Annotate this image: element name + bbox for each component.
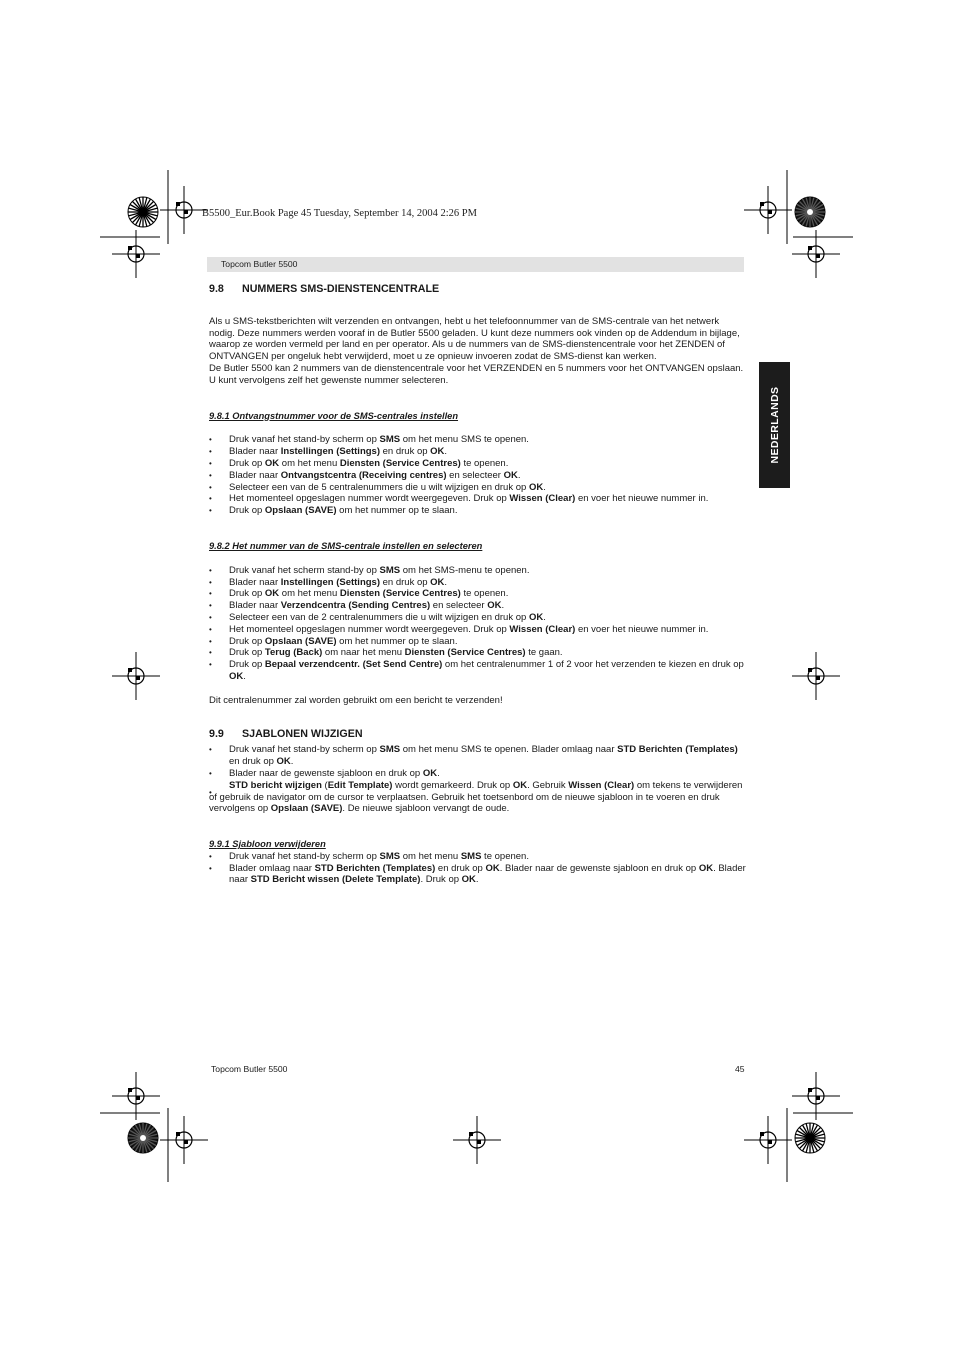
page-content bbox=[209, 282, 746, 886]
color-bar-starburst-icon bbox=[793, 195, 827, 229]
list-item: • Blader naar Instellingen (Settings) en druk op OK. bbox=[209, 446, 746, 458]
section-title: SJABLONEN WIJZIGEN bbox=[242, 727, 363, 740]
note-paragraph: Dit centralenummer zal worden gebruikt om een bericht te verzenden! bbox=[209, 694, 503, 706]
print-info-line: B5500_Eur.Book Page 45 Tuesday, September 14, 2004 2:26 PM bbox=[202, 208, 477, 219]
intro-paragraph-2: De Butler 5500 kan 2 nummers van de dienstencentrale voor het VERZENDEN en 5 nummers voor het ONTVANGEN opslaan. U kunt vervolgens zelf het gewenste nummer selecteren. bbox=[209, 362, 744, 386]
registration-target-icon bbox=[112, 652, 160, 700]
list-item: • Selecteer een van de 2 centralenummers die u wilt wijzigen en druk op OK. bbox=[209, 612, 746, 624]
list-item: • Selecteer een van de 5 centralenummers die u wilt wijzigen en druk op OK. bbox=[209, 482, 746, 494]
list-item: STD bericht wijzigen (Edit Template) wordt gemarkeerd. Druk op OK. Gebruik Wissen (Clear) om tekens te verwijderen of gebruik de navigator om de cursor te verplaatsen. Gebruik het toetsenbord om de nieuwe sjabloon in te voeren en druk vervolgens op Opslaan (SAVE). De nieuwe sjabloon vervangt de oude. bbox=[209, 779, 743, 815]
list-item: • Druk op Opslaan (SAVE) om het nummer op te slaan. bbox=[209, 636, 746, 648]
registration-target-icon bbox=[792, 1072, 840, 1120]
intro-paragraph: Als u SMS-tekstberichten wilt verzenden en ontvangen, hebt u het telefoonnummer van de SMS-centrale van het netwerk nodig. Deze nummers werden vooraf in de Butler 5500 geladen. U kunt deze nummers ook vinden op de Addendum in bijlage, waarop ze worden vermeld per land en per operator. Als u de nummers van de SMS-dienstencentrale voor het ZENDEN of ONTVANGEN per ongeluk hebt verwijderd, moet u ze opnieuw invoeren zodat de SMS-dienst kan werken. bbox=[209, 315, 740, 363]
registration-target-icon bbox=[112, 230, 160, 278]
subsection-heading-9-8-1: 9.8.1 Ontvangstnummer voor de SMS-centrales instellen bbox=[209, 410, 459, 421]
list-item: • Blader naar Verzendcentra (Sending Centres) en selecteer OK. bbox=[209, 600, 746, 612]
list-item: • Druk vanaf het stand-by scherm op SMS om het menu SMS te openen. bbox=[209, 434, 746, 446]
steps-list-9-9-1 bbox=[209, 851, 746, 886]
registration-target-icon bbox=[453, 1116, 501, 1164]
list-item: • Druk vanaf het scherm stand-by op SMS om het SMS-menu te openen. bbox=[209, 565, 746, 577]
section-title: NUMMERS SMS-DIENSTENCENTRALE bbox=[242, 283, 440, 295]
page-number: 45 bbox=[735, 1064, 745, 1074]
registration-target-icon bbox=[160, 1116, 208, 1164]
footer-title: Topcom Butler 5500 bbox=[211, 1064, 288, 1074]
color-bar-starburst-icon bbox=[126, 1121, 160, 1155]
page-header bbox=[207, 257, 744, 272]
color-bar-starburst-icon bbox=[793, 1121, 827, 1155]
list-item: • Druk vanaf het stand-by scherm op SMS om het menu SMS te openen. Blader omlaag naar STD Berichten (Templates) en druk op OK. bbox=[209, 744, 746, 768]
list-item: • Blader naar Instellingen (Settings) en druk op OK. bbox=[209, 577, 746, 589]
steps-list-9-8-2 bbox=[209, 565, 746, 683]
list-item: • Blader omlaag naar STD Berichten (Templates) en druk op OK. Blader naar de gewenste sjabloon en druk op OK. Blader naar STD Bericht wissen (Delete Template). Druk op OK. bbox=[209, 863, 746, 887]
list-item: • Blader naar de gewenste sjabloon en druk op OK. bbox=[209, 768, 746, 780]
registration-target-icon bbox=[744, 186, 792, 234]
list-item: • Druk op OK om het menu Diensten (Service Centres) te openen. bbox=[209, 458, 746, 470]
steps-list-9-8-1 bbox=[209, 434, 746, 517]
list-item: • Druk op Terug (Back) om naar het menu Diensten (Service Centres) te gaan. bbox=[209, 647, 746, 659]
language-tab-label: NEDERLANDS bbox=[768, 386, 781, 464]
subsection-heading-9-9-1: 9.9.1 Sjabloon verwijderen bbox=[209, 839, 326, 850]
list-item: • Druk op OK om het menu Diensten (Service Centres) te openen. bbox=[209, 588, 746, 600]
registration-target-icon bbox=[792, 230, 840, 278]
header-title: Topcom Butler 5500 bbox=[221, 259, 298, 269]
subsection-heading-9-8-2: 9.8.2 Het nummer van de SMS-centrale instellen en selecteren bbox=[209, 540, 483, 551]
list-item: • Het momenteel opgeslagen nummer wordt weergegeven. Druk op Wissen (Clear) en voer het nieuwe nummer in. bbox=[209, 624, 746, 636]
registration-target-icon bbox=[744, 1116, 792, 1164]
steps-list-9-9 bbox=[209, 744, 746, 815]
color-bar-starburst-icon bbox=[126, 195, 160, 229]
list-item: • Blader naar Ontvangstcentra (Receiving centres) en selecteer OK. bbox=[209, 470, 746, 482]
section-heading-9-8 bbox=[209, 284, 746, 296]
registration-target-icon bbox=[112, 1072, 160, 1120]
section-number: 9.8 bbox=[209, 283, 224, 295]
registration-target-icon bbox=[792, 652, 840, 700]
list-item: • Druk op Bepaal verzendcentr. (Set Send Centre) om het centralenummer 1 of 2 voor het verzenden te kiezen en druk op OK. bbox=[209, 659, 746, 683]
registration-target-icon bbox=[160, 186, 208, 234]
list-item: • Het momenteel opgeslagen nummer wordt weergegeven. Druk op Wissen (Clear) en voer het nieuwe nummer in. bbox=[209, 493, 746, 505]
list-item: • Druk op Opslaan (SAVE) om het nummer op te slaan. bbox=[209, 505, 746, 517]
section-heading-9-9 bbox=[209, 729, 746, 741]
section-number: 9.9 bbox=[209, 727, 224, 740]
list-item: • Druk vanaf het stand-by scherm op SMS om het menu SMS te openen. bbox=[209, 851, 746, 863]
language-tab bbox=[759, 362, 790, 488]
